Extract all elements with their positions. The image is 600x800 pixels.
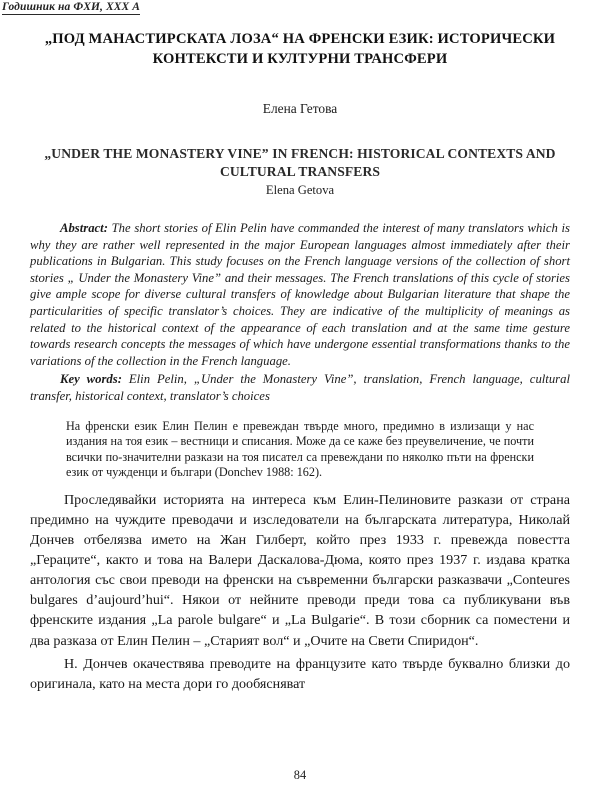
abstract-text: The short stories of Elin Pelin have commanded the interest of many translators which is why they are rather well represented in the major European languages almost immediately after their publications in Bulgarian. This study focuses on the French language versions of the collection of short stories „ Under the Monastery Vine” and their messages. The French translations of this cycle of stories give ample scope for diverse cultural transfers of knowledge about Bulgarian literature that shape the particularities of specific translator’s choices. They are indicative of the multiplicity of meanings as related to the historical context of the appearance of each translation and at the same time gesture towards research concepts the messages of which have undergone essential transformations thanks to the variations of the collection in the French language. <box>30 221 570 368</box>
author-name-bulgarian: Елена Гетова <box>262 101 338 116</box>
author-name-english: Elena Getova <box>265 183 335 197</box>
keywords-text: Elin Pelin, „Under the Monastery Vine”, translation, French language, cultural transfer, historical context, translator’s choices <box>30 372 570 403</box>
keywords-label: Key words: <box>60 372 122 387</box>
body-paragraph: Проследявайки историята на интереса към Елин-Пелиновите разкази от страна предимно на чуждите преводачи и изследователи на българската литература, Николай Дончев отбелязва името на Жан Гилберт, който през 1933 г. превежда повестта „Гераците“, както и това на Валери Даскалова-Дюма, която през 1937 г. издава кратка антология със свои преводи на френски на съвременни български разказвачи „Conteures bulgares d’aujourd’hui“. Някои от нейните преводи преди това са публикувани във френските издания „La parole bulgare“ и „La Bulgarie“. В този сборник са поместени и два разказа от Елин Пелин – „Старият вол“ и „Очите на Свети Спиридон“. <box>30 491 570 649</box>
page-number: 84 <box>293 768 307 782</box>
abstract-paragraph <box>30 198 570 369</box>
abstract-label: Abstract: <box>60 221 108 235</box>
page-title-english: „UNDER THE MONASTERY VINE” IN FRENCH: HISTORICAL CONTEXTS AND CULTURAL TRANSFERS <box>44 146 556 179</box>
article-content <box>30 30 570 694</box>
running-header: Годишник на ФХИ, XXX А <box>2 1 141 13</box>
body-paragraph: Н. Дончев окачествява преводите на французите като твърде буквално близки до оригинала, като на места дори го дообясняват <box>30 655 570 692</box>
keywords-paragraph <box>30 369 570 404</box>
page-title: „ПОД МАНАСТИРСКАТА ЛОЗА“ НА ФРЕНСКИ ЕЗИК: ИСТОРИЧЕСКИ КОНТЕКСТИ И КУЛТУРНИ ТРАНСФЕРИ <box>44 31 556 67</box>
block-quote: На френски език Елин Пелин е превеждан твърде много, предимно в излизащи у нас издания на тоя език – вестници и списания. Може да се каже без преувеличение, че почти всички по-значителни разкази на тоя писател са превеждани по няколко пъти на френски език от чужденци и българи (Donchev 1988: 162). <box>66 418 534 480</box>
